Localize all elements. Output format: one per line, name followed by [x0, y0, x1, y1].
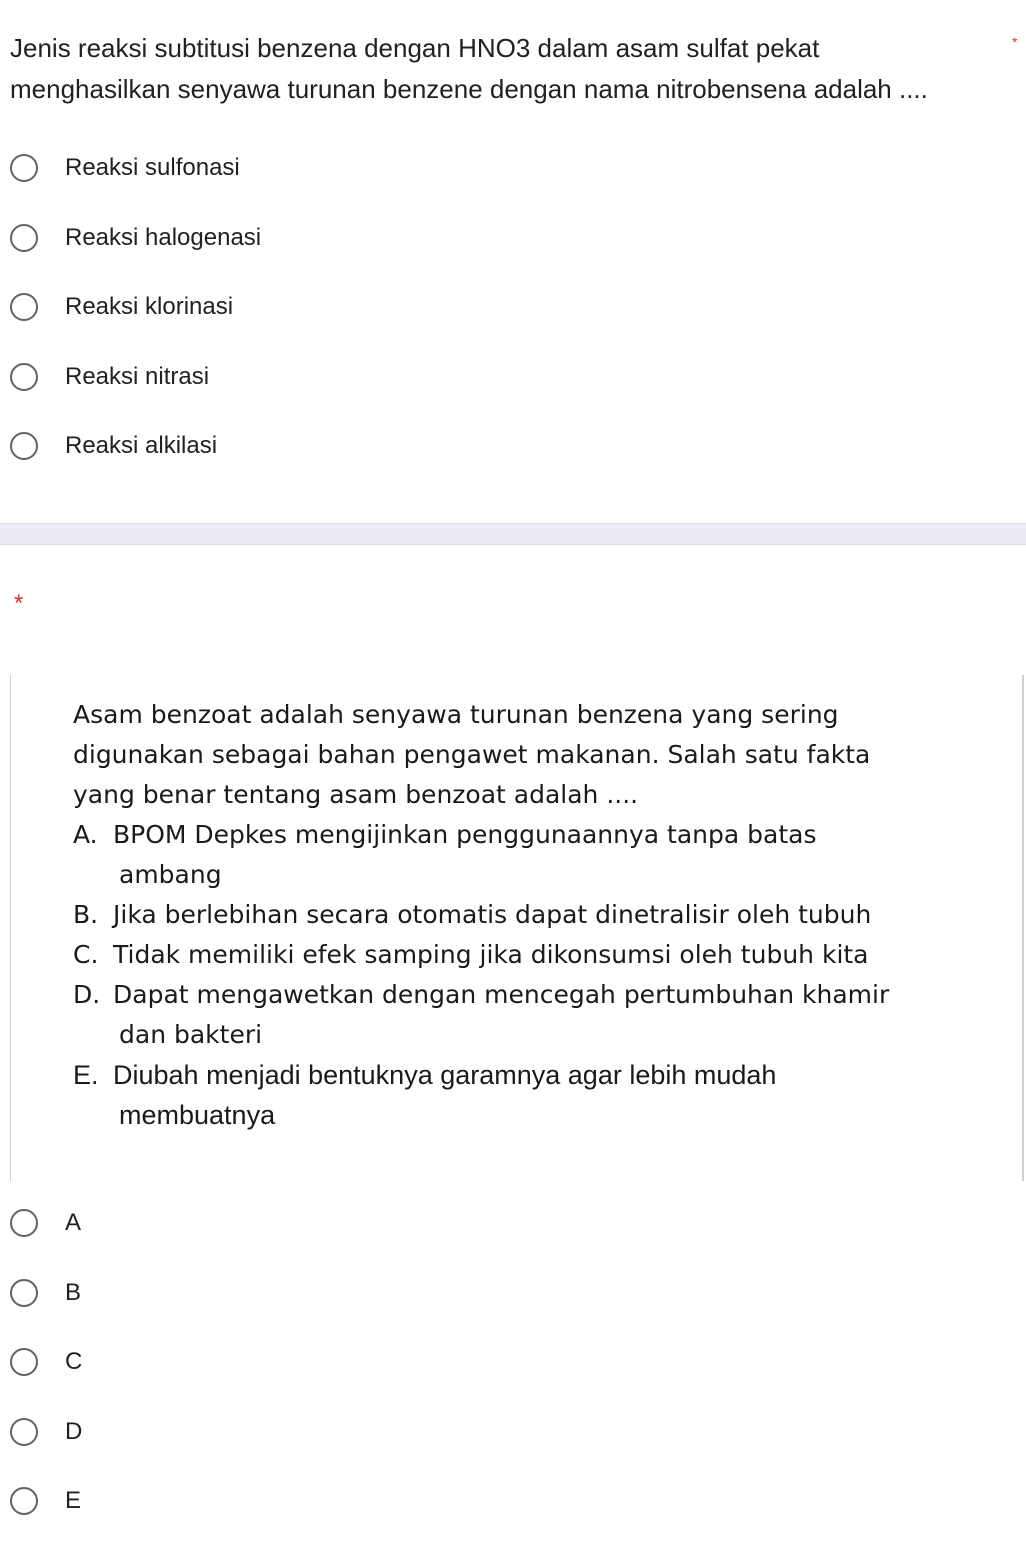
radio-button-icon[interactable]: [10, 1418, 38, 1446]
choice-c: [73, 935, 889, 975]
choice-e: [73, 1055, 889, 1095]
option-label: Reaksi klorinasi: [65, 293, 234, 320]
radio-button-icon[interactable]: [10, 224, 38, 252]
choice-text: Diubah menjadi bentuknya garamnya agar lebih mudah: [113, 1060, 777, 1090]
required-marker: *: [14, 590, 24, 617]
question-1-title: [10, 28, 1000, 110]
q1-option-sulfonasi[interactable]: [10, 148, 240, 188]
option-label: D: [65, 1418, 83, 1445]
q2-option-e[interactable]: [10, 1481, 81, 1521]
radio-button-icon[interactable]: [10, 363, 38, 391]
q2-option-b[interactable]: [10, 1273, 81, 1313]
choice-a: [73, 815, 889, 855]
choice-text: Dapat mengawetkan dengan mencegah pertumbuhan khamir: [113, 980, 890, 1009]
choice-text: Jika berlebihan secara otomatis dapat dinetralisir oleh tubuh: [113, 900, 872, 929]
choice-a-continued: ambang: [119, 860, 222, 889]
q1-option-klorinasi[interactable]: [10, 287, 233, 327]
choice-b: [73, 895, 889, 935]
choice-text: Tidak memiliki efek samping jika dikonsumsi oleh tubuh kita: [113, 940, 869, 969]
q2-option-d[interactable]: [10, 1412, 82, 1452]
question-2-image: [10, 675, 1024, 1181]
choice-key: C.: [73, 940, 99, 969]
option-label: Reaksi sulfonasi: [65, 154, 240, 181]
choice-d-continued: dan bakteri: [119, 1020, 263, 1049]
section-divider: [0, 523, 1026, 545]
question-1-title-line: Jenis reaksi subtitusi benzena dengan HNO3 dalam asam sulfat pekat: [10, 33, 820, 63]
radio-button-icon[interactable]: [10, 1487, 38, 1515]
required-marker: *: [1012, 34, 1018, 50]
question-1-title-line: menghasilkan senyawa turunan benzene dengan nama nitrobensena adalah ....: [10, 74, 928, 104]
radio-button-icon[interactable]: [10, 1348, 38, 1376]
option-label: B: [65, 1279, 82, 1306]
radio-button-icon[interactable]: [10, 1279, 38, 1307]
radio-button-icon[interactable]: [10, 432, 38, 460]
choice-key: A.: [73, 820, 98, 849]
choice-d: [73, 975, 889, 1015]
q1-option-alkilasi[interactable]: [10, 426, 217, 466]
radio-button-icon[interactable]: [10, 1209, 38, 1237]
choice-text: BPOM Depkes mengijinkan penggunaannya tanpa batas: [113, 820, 817, 849]
option-label: Reaksi halogenasi: [65, 224, 262, 251]
option-label: E: [65, 1487, 82, 1514]
option-label: A: [65, 1209, 82, 1236]
question-2-stem-line: yang benar tentang asam benzoat adalah ....: [73, 780, 639, 809]
radio-button-icon[interactable]: [10, 293, 38, 321]
q2-option-c[interactable]: [10, 1342, 82, 1382]
question-2-stem-line: Asam benzoat adalah senyawa turunan benzena yang sering: [73, 700, 839, 729]
choice-key: E.: [73, 1060, 99, 1090]
radio-button-icon[interactable]: [10, 154, 38, 182]
choice-key: D.: [73, 980, 101, 1009]
question-2-image-text: [73, 695, 889, 1135]
q1-option-nitrasi[interactable]: [10, 357, 209, 397]
choice-e-continued: membuatnya: [119, 1100, 276, 1130]
option-label: Reaksi nitrasi: [65, 363, 210, 390]
q2-option-a[interactable]: [10, 1203, 81, 1243]
option-label: C: [65, 1348, 83, 1375]
choice-key: B.: [73, 900, 99, 929]
q1-option-halogenasi[interactable]: [10, 218, 261, 258]
question-2-stem-line: digunakan sebagai bahan pengawet makanan. Salah satu fakta: [73, 740, 871, 769]
option-label: Reaksi alkilasi: [65, 432, 218, 459]
